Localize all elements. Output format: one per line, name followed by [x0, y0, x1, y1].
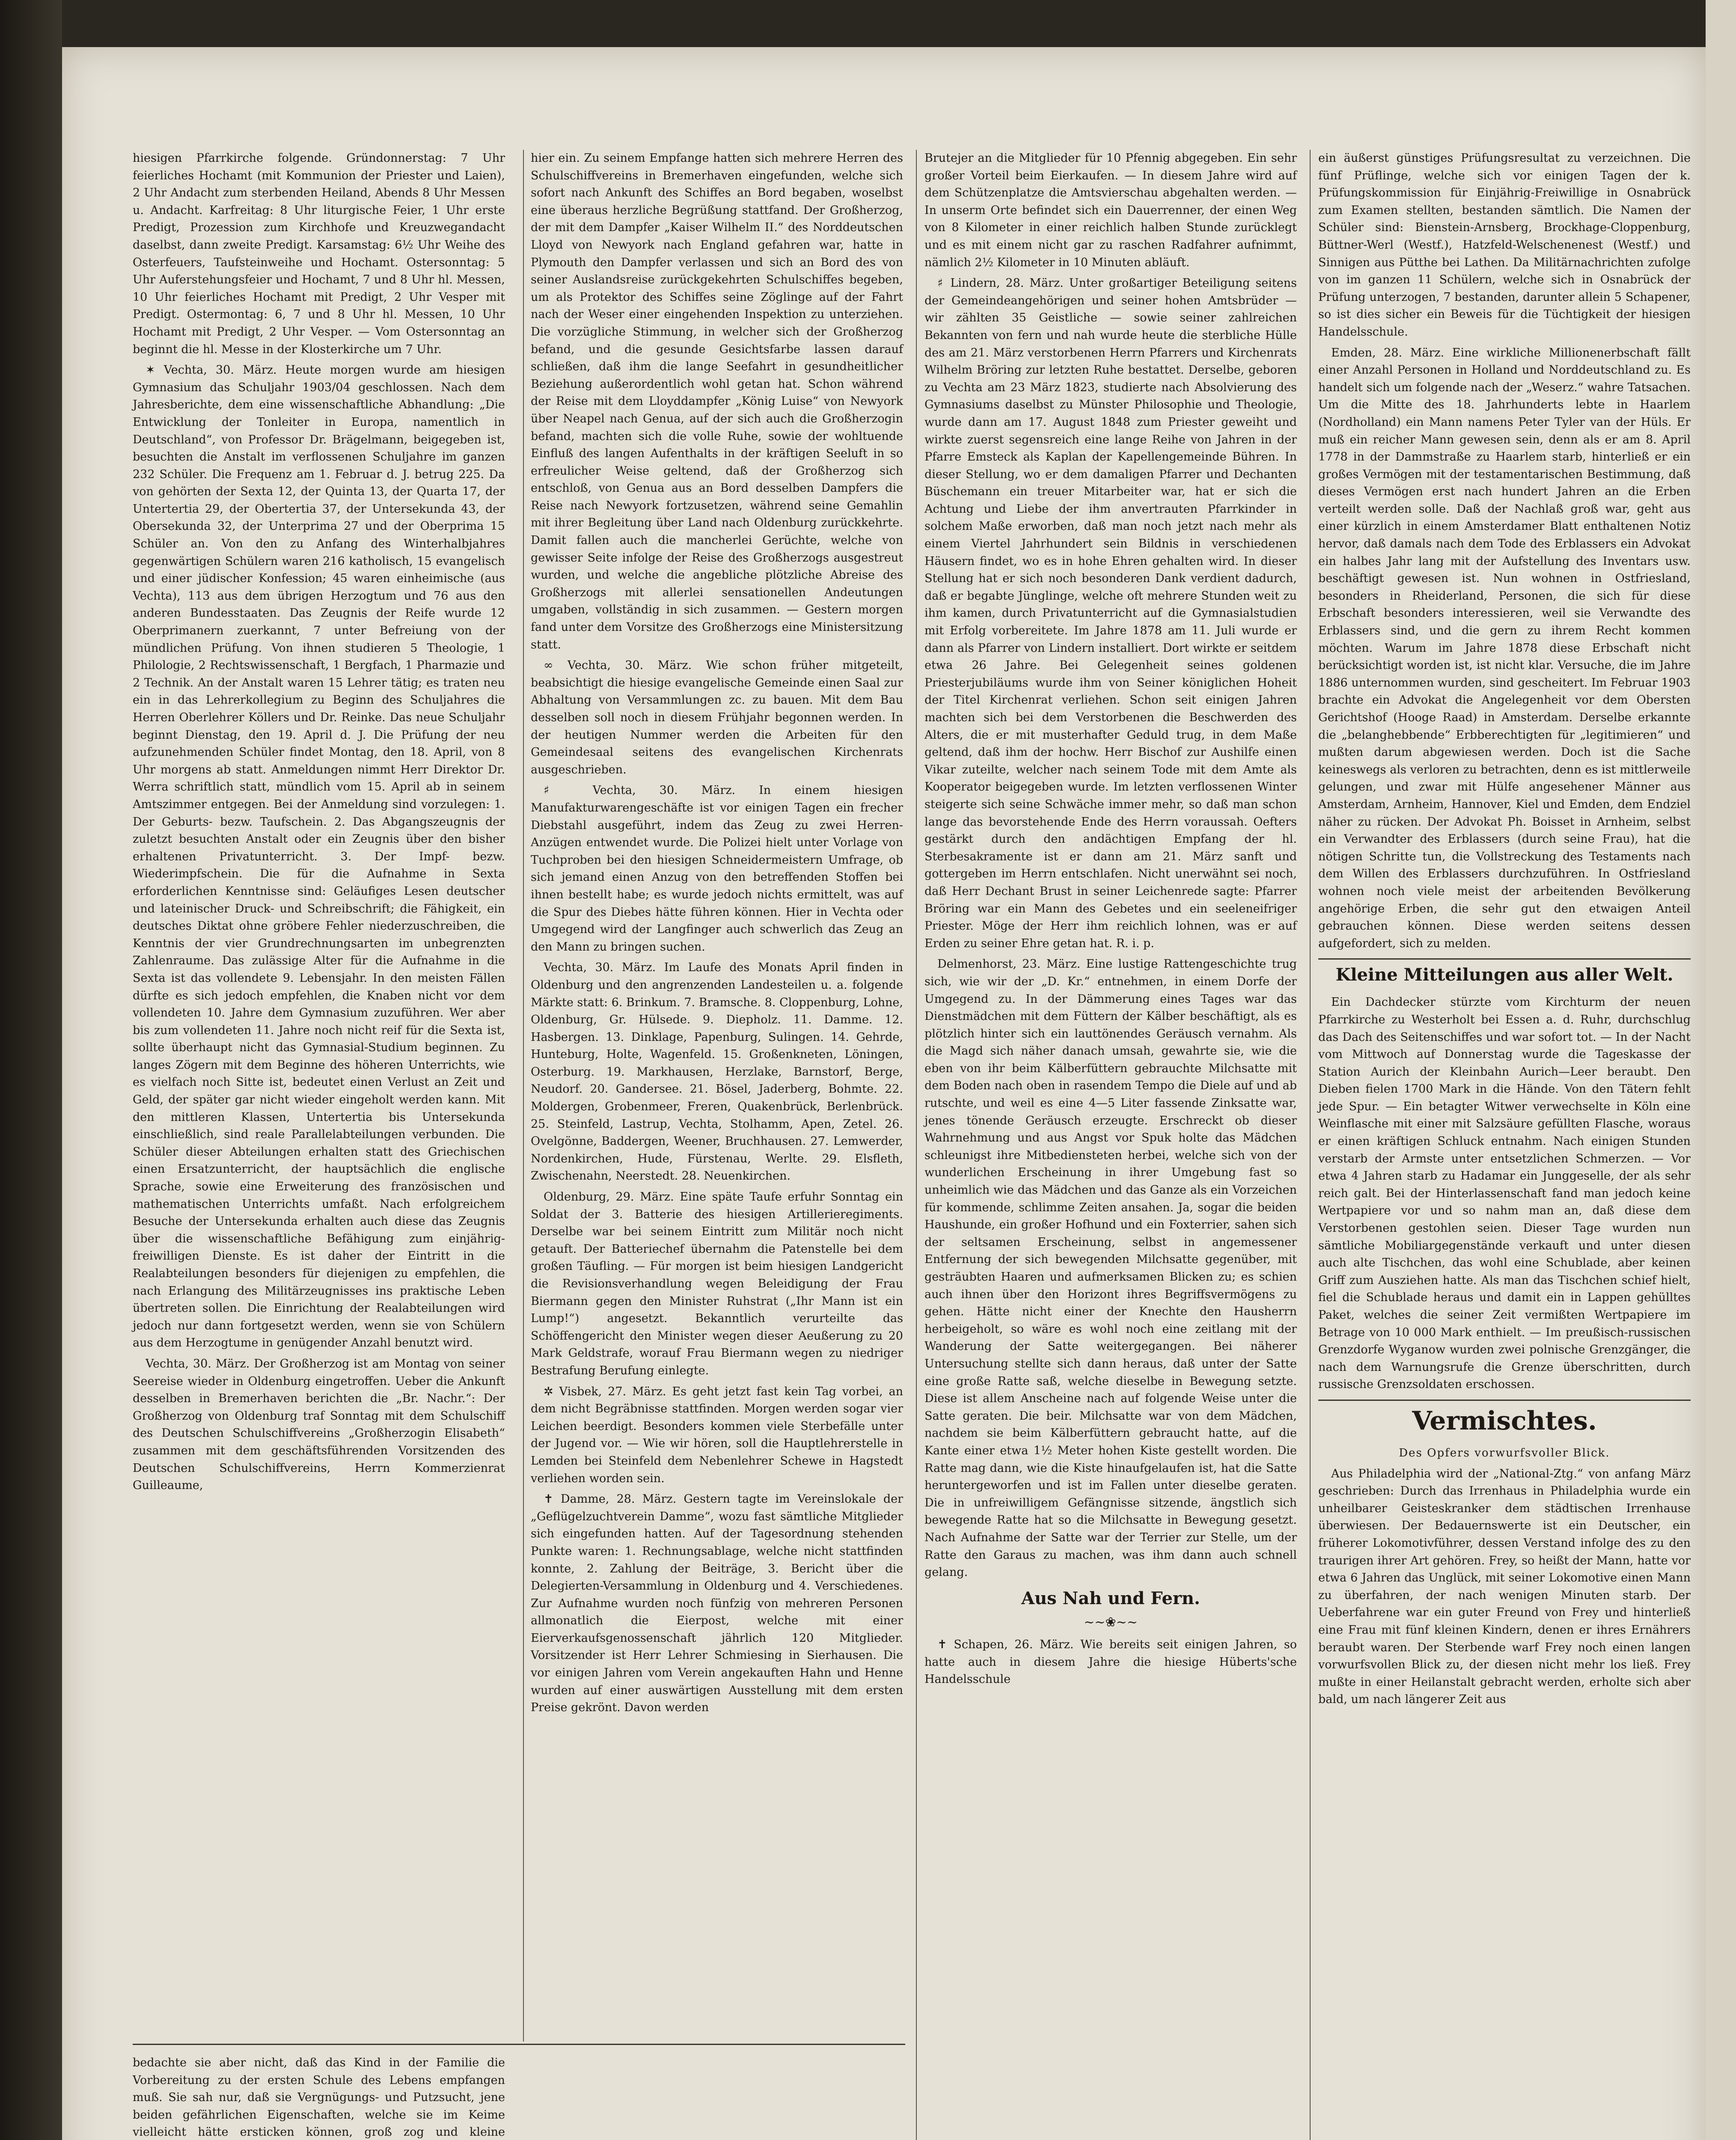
- article-vechta-markets: Vechta, 30. März. Im Laufe des Monats April finden in Oldenburg und den angrenzenden Landesteilen u. a. folgende Märkte statt: 6. Brinkum. 7. Bramsche. 8. Cloppenburg, Lohne, Oldenburg, Gr. Hülsede. 9. Diepholz. 11. Damme. 12. Hasbergen. 13. Dinklage, Papenburg, Sulingen. 14. Gehrde, Hunteburg, Holte, Wagenfeld. 15. Großenkneten, Löningen, Osterburg. 19. Markhausen, Herzlake, Barnstorf, Berge, Neudorf. 20. Gandersee. 21. Bösel, Jaderberg, Bohmte. 22. Moldergen, Grobenmeer, Freren, Quakenbrück, Berlenbrück. 25. Steinfeld, Lastrup, Vechta, Stolhamm, Apen, Zetel. 26. Ovelgönne, Baddergen, Weener, Bruchhausen. 27. Lemwerder, Nordenkirchen, Hude, Fürstenau, Werlte. 29. Elsfleth, Zwischenahn, Neerstedt. 28. Neuenkirchen.: [531, 961, 903, 1183]
- column-rule: [916, 150, 917, 2140]
- column-3: [924, 150, 1297, 1692]
- article-vechta-gymnasium: ✶ Vechta, 30. März. Heute morgen wurde am hiesigen Gymnasium das Schuljahr 1903/04 geschlossen. Nach dem Jahresberichte, dem eine wissenschaftliche Abhandlung: „Die Entwicklung der Tonleiter in Europa, namentlich in Deutschland“, von Professor Dr. Brägelmann, beigegeben ist, besuchten die Anstalt im verflossenen Schuljahre im ganzen 232 Schüler. Die Frequenz am 1. Februar d. J. betrug 225. Da von gehörten der Sexta 12, der Quinta 13, der Quarta 17, der Untertertia 29, der Obertertia 37, der Untersekunda 43, der Obersekunda 32, der Unterprima 27 und der Oberprima 15 Schüler an. Von den zu Anfang des Winterhalbjahres gegenwärtigen Schülern waren 216 katholisch, 15 evangelisch und einer jüdischer Konfession; 45 waren einheimische (aus Vechta), 113 aus dem übrigen Herzogtum und 76 aus den anderen Bundesstaaten. Das Zeugnis der Reife wurde 12 Oberprimanern zuerkannt, 7 unter Befreiung von der mündlichen Prüfung. Von ihnen studieren 5 Theologie, 1 Philologie, 2 Rechtswissenschaft, 1 Bergfach, 1 Pharmazie und 2 Technik. An der Anstalt waren 15 Lehrer tätig; es traten neu ein in das Lehrerkollegium zu Beginn des Schuljahres die Herren Oberlehrer Köllers und Dr. Reinke. Das neue Schuljahr beginnt Dienstag, den 19. April d. J. Die Prüfung der neu aufzunehmenden Schüler findet Montag, den 18. April, von 8 Uhr morgens ab statt. Anmeldungen nimmt Herr Direktor Dr. Werra schriftlich statt, mündlich vom 15. April ab in seinem Amtszimmer entgegen. Bei der Anmeldung sind vorzulegen: 1. Der Geburts- bezw. Taufschein. 2. Das Abgangszeugnis der zuletzt besuchten Anstalt oder ein Zeugnis über den bisher erhaltenen Privatunterricht. 3. Der Impf- bezw. Wiederimpfschein. Die für die Aufnahme in Sexta erforderlichen Kenntnisse sind: Geläufiges Lesen deutscher und lateinischer Druck- und Schreibschrift; die Fähigkeit, ein deutsches Diktat ohne gröbere Fehler niederzuschreiben, die Kenntnis der vier Grundrechnungsarten im unbegrenzten Zahlenraume. Das zulässige Alter für die Aufnahme in die Sexta ist das vollendete 9. Lebensjahr. In den meisten Fällen dürfte es sich jedoch empfehlen, die Knaben nicht vor dem vollendeten 10. Jahre dem Gymnasium zuzuführen. Wer aber bis zum vollendeten 11. Jahre noch nicht reif für die Sexta ist, sollte überhaupt nicht das Gymnasial-Studium beginnen. Zu langes Zögern mit dem Beginne des höheren Unterrichts, wie es vielfach noch Sitte ist, bedeutet einen Verlust an Zeit und Geld, der später gar nicht wieder eingeholt werden kann. Mit den mittleren Klassen, Untertertia bis Untersekunda einschließlich, sind reale Parallelabteilungen verbunden. Die Schüler dieser Abteilungen erhalten statt des Griechischen einen Ersatzunterricht, der hauptsächlich die englische Sprache, sowie eine Erweiterung des französischen und mathematischen Unterrichts umfaßt. Nach erfolgreichem Besuche der Untersekunda erhalten auch diese das Zeugnis über die wissenschaftliche Befähigung zum einjährig-freiwilligen Dienste. Es ist daher der Eintritt in die Realabteilungen besonders für diejenigen zu empfehlen, die nach Erlangung des Militärzeugnisses ins praktische Leben übertreten sollen. Die Einrichtung der Realabteilungen wird jedoch nur dann fortgesetzt werden, wenn sie von Schülern aus dem Herzogtume in genügender Anzahl benutzt wird.: [133, 363, 505, 1350]
- article-oldenburg-baptism: Oldenburg, 29. März. Eine späte Taufe erfuhr Sonntag ein Soldat der 3. Batterie des hiesigen Artillerieregiments. Derselbe war bei seinem Eintritt zum Militär noch nicht getauft. Der Batteriechef übernahm die Patenstelle bei dem großen Täufling. — Für morgen ist beim hiesigen Landgericht die Revisionsverhandlung wegen Beleidigung der Frau Biermann gegen den Minister Ruhstrat („Ihr Mann ist ein Lump!“) angesetzt. Bekanntlich verurteilte das Schöffengericht den Minister wegen dieser Aeußerung zu 20 Mark Geldstrafe, worauf Frau Biermann wegen zu niedriger Bestrafung Berufung einlegte.: [531, 1190, 903, 1377]
- article-vechta-theft: ♯ Vechta, 30. März. In einem hiesigen Manufakturwarengeschäfte ist vor einigen Tagen ein frecher Diebstahl ausgeführt, indem das Zeug zu zwei Herren-Anzügen entwendet wurde. Die Polizei hielt unter Vorlage von Tuchproben bei den hiesigen Schneidermeistern Umfrage, ob sich jemand einen Anzug von den betreffenden Stoffen bei ihnen bestellt habe; es wurde jedoch nichts ermittelt, was auf die Spur des Diebes hätte führen können. Hier in Vechta oder Umgegend wird der Langfinger auch schwerlich das Zeug an den Mann zu bringen suchen.: [531, 784, 903, 954]
- article-vechta-grand-duke: Vechta, 30. März. Der Großherzog ist am Montag von seiner Seereise wieder in Oldenburg eingetroffen. Ueber die Ankunft desselben in Bremerhaven berichten die „Br. Nachr.“: Der Großherzog von Oldenburg traf Sonntag mit dem Schulschiff des Deutschen Schulschiffvereins „Großherzogin Elisabeth“ zusammen mit dem geschäftsführenden Vorsitzenden des Deutschen Schulschiffvereins, Herrn Kommerzienrat Guilleaume,: [133, 1357, 505, 1492]
- article-visbek: ✲ Visbek, 27. März. Es geht jetzt fast kein Tag vorbei, an dem nicht Begräbnisse stattfinden. Morgen werden sogar vier Leichen beerdigt. Besonders kommen viele Sterbefälle unter der Jugend vor. — Wie wir hören, soll die Hauptlehrerstelle in Lemden bei Steinfeld dem Nebenlehrer Schewe in Hagstedt verliehen worden sein.: [531, 1385, 903, 1485]
- ornament-divider: ~~❀~~: [1084, 1614, 1138, 1630]
- article-schapen: ✝ Schapen, 26. März. Wie bereits seit einigen Jahren, so hatte auch in diesem Jahre die hiesige Hüberts'sche Handelsschule: [924, 1638, 1297, 1686]
- feuilleton-column: [133, 2054, 505, 2140]
- column-rule: [523, 150, 524, 2042]
- column-4: [1318, 150, 1691, 1712]
- article-subheading: Des Opfers vorwurfsvoller Blick.: [1399, 1446, 1610, 1459]
- column-2: [531, 150, 903, 1720]
- article-damme-continued: Brutejer an die Mitglieder für 10 Pfennig abgegeben. Ein sehr großer Vorteil beim Eierkaufen. — In diesem Jahre wird auf dem Schützenplatze die Amtsvierschau abgehalten werden. — In unserm Orte befindet sich ein Dauerrenner, der einen Weg von 8 Kilometer in einer reichlich halben Stunde zurücklegt und es mit einem nicht gar zu raschen Radfahrer aufnimmt, nämlich 2½ Kilometer in 10 Minuten abläuft.: [924, 152, 1297, 269]
- column-1: [133, 150, 505, 1498]
- section-heading-vermischtes: Vermischtes.: [1318, 1400, 1691, 1437]
- article-delmenhorst-rat: Delmenhorst, 23. März. Eine lustige Rattengeschichte trug sich, wie wir der „D. Kr.“ entnehmen, in einem Dorfe der Umgegend zu. In der Dämmerung eines Tages war das Dienstmädchen mit dem Füttern der Kälber beschäftigt, als es plötzlich hinter sich ein lauttönendes Geräusch vernahm. Als die Magd sich näher danach umsah, gewahrte sie, wie die eben von ihr beim Kälberfüttern gebrauchte Milchsatte mit dem Boden nach oben in rasendem Tempo die Diele auf und ab rutschte, und weil es eine 4—5 Liter fassende Zinksatte war, jenes tönende Geräusch erzeugte. Erschreckt ob dieser Wahrnehmung und aus Angst vor Spuk holte das Mädchen schleunigst ihre Mitbediensteten herbei, welche sich von der wunderlichen Erscheinung in ihrer Umgebung fast so unheimlich wie das Mädchen und das Ganze als ein Vorzeichen für kommende, schlimme Zeiten ansahen. Ja, sogar die beiden Haushunde, ein großer Hofhund und ein Foxterrier, sahen sich der seltsamen Erscheinung, selbst in angemessener Entfernung der sich bewegenden Milchsatte gegenüber, mit gesträubten Haaren und aufmerksamen Blicken zu; es schien auch ihnen über den Horizont ihres Begriffsvermögens zu gehen. Hätte nicht einer der Knechte den Hausherrn herbeigeholt, so wäre es wohl noch eine zeitlang mit der Wanderung der Satte weitergegangen. Bei näherer Untersuchung stellte sich dann heraus, daß unter der Satte eine große Ratte saß, welche dieselbe in Bewegung setzte. Diese ist allem Anscheine nach auf folgende Weise unter die Satte geraten. Die beir. Milchsatte war von dem Mädchen, nachdem sie beim Kälberfüttern gebraucht hatte, auf die Kante einer etwa 1½ Meter hohen Kiste gestellt worden. Die Ratte mag dann, wie die Kiste hinaufgelaufen ist, hat die Satte heruntergeworfen und ist im Fallen unter dieselbe geraten. Die in unfreiwilligem Gefängnisse sitzende, ängstlich sich bewegende Ratte hat so die Milchsatte in Bewegung gesetzt. Nach Aufnahme der Satte war der Terrier zur Stelle, um der Ratte den Garaus zu machen, was ihm dann auch schnell gelang.: [924, 957, 1297, 1579]
- article-damme-poultry: ✝ Damme, 28. März. Gestern tagte im Vereinslokale der „Geflügelzuchtverein Damme“, wozu fast sämtliche Mitglieder sich eingefunden hatten. Auf der Tagesordnung stehenden Punkte waren: 1. Rechnungsablage, welche nicht stattfinden konnte, 2. Zahlung der Beiträge, 3. Bericht über die Delegierten-Versammlung in Oldenburg und 4. Verschiedenes. Zur Aufnahme wurden noch fünfzig von mehreren Personen allmonatlich die Eierpost, welche mit einer Eierverkaufsgenossenschaft jährlich 120 Mitglieder. Vorsitzender ist Herr Lehrer Schmiesing in Sierhausen. Die vor einigen Jahren vom Verein angekauften Hahn und Henne wurden auf einer auswärtigen Ausstellung mit dem ersten Preise gekrönt. Davon werden: [531, 1492, 903, 1715]
- article-schapen-continued: ein äußerst günstiges Prüfungsresultat zu verzeichnen. Die fünf Prüflinge, welche sich vor einigen Tagen der k. Prüfungskommission für Einjährig-Freiwillige in Osnabrück zum Examen stellten, bestanden sämtlich. Die Namen der Schüler sind: Bienstein-Arnsberg, Brockhage-Cloppenburg, Büttner-Werl (Westf.), Hatzfeld-Welschenenest (Westf.) und Sinnigen aus Pütthe bei Lathen. Da Militärnachrichten zufolge von im ganzen 11 Schülern, welche sich in Osnabrück der Prüfung unterzogen, 7 bestanden, darunter allein 5 Schapener, so ist dies sicher ein Beweis für die Tüchtigkeit der hiesigen Handelsschule.: [1318, 152, 1691, 339]
- section-heading-aus-nah-und-fern: Aus Nah und Fern.: [1021, 1588, 1200, 1608]
- feuilleton-rule: [133, 2044, 905, 2045]
- article-philadelphia: Aus Philadelphia wird der „National-Ztg.“ von anfang März geschrieben: Durch das Irrenhaus in Philadelphia wurde ein unheilbarer Geisteskranker dem städtischen Irrenhause überwiesen. Der Bedauernswerte ist ein Deutscher, ein früherer Lokomotivführer, dessen Verstand infolge des zu den traurigen ihrer Art gehören. Frey, so heißt der Mann, hatte vor etwa 6 Jahren das Unglück, mit seiner Lokomotive einen Mann zu überfahren, der nach wenigen Minuten starb. Der Ueberfahrene war ein guter Freund von Frey und hinterließ eine Frau mit fünf kleinen Kindern, denen er ihres Ernährers beraubt waren. Der Sterbende warf Frey noch einen langen vorwurfsvollen Blick zu, der diesen nicht mehr los ließ. Frey mußte in einer Heilanstalt gebracht werden, erholte sich aber bald, um nach längerer Zeit aus: [1318, 1467, 1691, 1706]
- article-emden-inheritance: Emden, 28. März. Eine wirkliche Millionenerbschaft fällt einer Anzahl Personen in Holland und Norddeutschland zu. Es handelt sich um folgende nach der „Weserz.“ wahre Tatsachen. Um die Mitte des 18. Jahrhunderts lebte in Haarlem (Nordholland) ein Mann namens Peter Tyler van der Hüls. Er muß ein reicher Mann gewesen sein, denn als er am 8. April 1778 in der Dammstraße zu Haarlem starb, hinterließ er ein großes Vermögen mit der testamentarischen Bestimmung, daß dieses Vermögen erst nach hundert Jahren an die Erben verteilt werden solle. Daß der Nachlaß groß war, geht aus einer kürzlich in einem Amsterdamer Blatt enthaltenen Notiz hervor, daß damals nach dem Tode des Erblassers ein Advokat ein halbes Jahr lang mit der Aufstellung des Inventars usw. beschäftigt gewesen ist. Nun wohnen in Ostfriesland, besonders in Rheiderland, Personen, die sich für diese Erbschaft besonders interessieren, weil sie Verwandte des Erblassers sind, und die gern zu ihrem Recht kommen möchten. Warum im Jahre 1878 diese Erbschaft nicht berücksichtigt worden ist, ist nicht klar. Versuche, die im Jahre 1886 unternommen wurden, sind gescheitert. Im Februar 1903 brachte ein Advokat die Angelegenheit vor dem Obersten Gerichtshof (Hooge Raad) in Amsterdam. Derselbe erkannte die „belanghebbende“ Erbberechtigten für „legitimieren“ und mußten darum abgewiesen werden. Doch ist die Sache keineswegs als verloren zu betrachten, denn es ist mittlerweile gelungen, und zwar mit Hülfe angesehener Männer aus Amsterdam, Arnheim, Hannover, Kiel und Emden, dem Endziel näher zu rücken. Der Advokat Ph. Boisset in Arnheim, selbst ein Verwandter des Erblassers (durch seine Frau), hat die nötigen Schritte tun, die Vollstreckung des Testaments nach dem Willen des Erblassers durchzuführen. In Ostfriesland wohnen noch viele meist der arbeitenden Bevölkerung angehörige Erben, die sehr gut den etwaigen Anteil gebrauchen können. Diese werden seitens dessen aufgefordert, sich zu melden.: [1318, 346, 1691, 950]
- article-lindern-funeral: ♯ Lindern, 28. März. Unter großartiger Beteiligung seitens der Gemeindeangehörigen und seiner hohen Amtsbrüder — wir zählten 35 Geistliche — sowie seiner zahlreichen Bekannten von fern und nah wurde heute die sterbliche Hülle des am 21. März verstorbenen Herrn Pfarrers und Kirchenrats Wilhelm Bröring zur letzten Ruhe bestattet. Derselbe, geboren zu Vechta am 23 März 1823, studierte nach Absolvierung des Gymnasiums daselbst zu Münster Philosophie und Theologie, wurde dann am 17. August 1848 zum Priester geweiht und wirkte zuerst segensreich eine lange Reihe von Jahren in der Pfarre Emsteck als Kaplan der Kapellengemeinde Bühren. In dieser Stellung, wo er dem damaligen Pfarrer und Dechanten Büschemann ein treuer Mitarbeiter war, hat er sich die Achtung und Liebe der ihm anvertrauten Pfarrkinder in solchem Maße erworben, daß man noch jetzt nach mehr als einem Viertel Jahrhundert sein Bildnis in verschiedenen Häusern findet, wo es in hohe Ehren gehalten wird. In dieser Stellung hat er sich noch besonderen Dank verdient dadurch, daß er begabte Jünglinge, welche oft mehrere Stunden weit zu ihm kamen, durch Privatunterricht auf die Gymnasialstudien mit Erfolg vorbereitete. Im Jahre 1878 am 11. Juli wurde er dann als Pfarrer von Lindern installiert. Dort wirkte er seitdem etwa 26 Jahre. Bei Gelegenheit seines goldenen Priesterjubiläums wurde ihm von Seiner königlichen Hoheit der Titel Kirchenrat verliehen. Schon seit einigen Jahren machten sich bei dem Verstorbenen die Beschwerden des Alters, die er mit musterhafter Geduld trug, in dem Maße geltend, daß ihm der hochw. Herr Bischof zur Aushilfe einen Vikar zuteilte, welcher nach seinem Tode mit dem Amte als Kooperator beigegeben wurde. Im letzten verflossenen Winter steigerte sich seine Schwäche immer mehr, so daß man schon lange das bevorstehende Ende des Herrn voraussah. Oefters gestärkt durch den andächtigen Empfang der hl. Sterbesakramente ist er dann am 21. März sanft und gottergeben im Herrn entschlafen. Nicht unerwähnt sei noch, daß Herr Dechant Brust in seiner Leichenrede sagte: Pfarrer Bröring war ein Mann des Gebetes und ein seeleneifriger Priester. Möge der Herr ihm reichlich lohnen, was er auf Erden zu seiner Ehre getan hat. R. i. p.: [924, 276, 1297, 950]
- newspaper-page: [62, 47, 1706, 2140]
- scan-left-margin: [0, 0, 62, 2140]
- article-vechta-gemeindesaal: ∞ Vechta, 30. März. Wie schon früher mitgeteilt, beabsichtigt die hiesige evangelische Gemeinde einen Saal zur Abhaltung von Versammlungen zc. zu bauen. Mit dem Bau desselben soll noch in diesem Frühjahr begonnen werden. In der heutigen Nummer werden die Arbeiten für den Gemeindesaal seitens des evangelischen Kirchenrats ausgeschrieben.: [531, 659, 903, 776]
- column-rule: [1310, 150, 1311, 2140]
- article-grand-duke-continued: hier ein. Zu seinem Empfange hatten sich mehrere Herren des Schulschiffvereins in Bremerhaven eingefunden, welche sich sofort nach Ankunft des Schiffes an Bord begaben, woselbst eine überaus herzliche Begrüßung stattfand. Der Großherzog, der mit dem Dampfer „Kaiser Wilhelm II.“ des Norddeutschen Lloyd von Newyork nach England gefahren war, hatte in Plymouth den Dampfer verlassen und sich an Bord des von seiner Auslandsreise zurückgekehrten Schulschiffes begeben, um als Protektor des Schiffes seine Zöglinge auf der Fahrt nach der Weser einer eingehenden Inspektion zu unterziehen. Die vorzügliche Stimmung, in welcher sich der Großherzog befand, und die gesunde Gesichtsfarbe lassen darauf schließen, daß ihm die lange Seefahrt in gesundheitlicher Beziehung außerordentlich wohl getan hat. Schon während der Reise mit dem Lloyddampfer „König Luise“ von Newyork über Neapel nach Genua, auf der sich auch die Großherzogin befand, machten sich die volle Ruhe, sowie der wohltuende Einfluß des langen Aufenthalts in der kräftigen Seeluft in so erfreulicher Weise geltend, daß der Großherzog sich entschloß, von Genua aus an Bord desselben Dampfers die Reise nach Newyork fortzusetzen, während seine Gemahlin mit ihrer Begleitung über Land nach Oldenburg zurückkehrte. Damit fallen auch die mancherlei Gerüchte, welche von gewisser Seite infolge der Reise des Großherzogs ausgestreut wurden, und welche die angebliche plötzliche Abreise des Großherzogs mit allerlei sensationellen Andeutungen umgaben, vollständig in sich zusammen. — Gestern morgen fand unter dem Vorsitze des Großherzogs eine Ministersitzung statt.: [531, 152, 903, 651]
- scan-right-margin: [1706, 0, 1736, 2140]
- article-easter-services: hiesigen Pfarrkirche folgende. Gründonnerstag: 7 Uhr feierliches Hochamt (mit Kommunion der Priester und Laien), 2 Uhr Andacht zum sterbenden Heiland, Abends 8 Uhr Messen u. Andacht. Karfreitag: 8 Uhr liturgische Feier, 1 Uhr erste Predigt, Prozession zum Kirchhofe und Kreuzwegandacht daselbst, dann zweite Predigt. Karsamstag: 6½ Uhr Weihe des Osterfeuers, Taufsteinweihe und Hochamt. Ostersonntag: 5 Uhr Auferstehungsfeier und Hochamt, 7 und 8 Uhr hl. Messen, 10 Uhr feierliches Hochamt mit Predigt, 2 Uhr Vesper mit Predigt. Ostermontag: 6, 7 und 8 Uhr hl. Messen, 10 Uhr Hochamt mit Predigt, 2 Uhr Vesper. — Vom Ostersonntag an beginnt die hl. Messe in der Klosterkirche um 7 Uhr.: [133, 152, 505, 356]
- feuilleton-text: bedachte sie aber nicht, daß das Kind in der Familie die Vorbereitung zu der ersten Schule des Lebens empfangen muß. Sie sah nur, daß sie Vergnügungs- und Putzsucht, jene beiden gefährlichen Eigenschaften, welche sie im Keime vielleicht hätte ersticken können, groß zog und kleine: [133, 2056, 505, 2139]
- article-kleine-mitteilungen: Ein Dachdecker stürzte vom Kirchturm der neuen Pfarrkirche zu Westerholt bei Essen a. d. Ruhr, durchschlug das Dach des Seitenschiffes und war sofort tot. — In der Nacht vom Mittwoch auf Donnerstag wurde die Tageskasse der Station Aurich der Kleinbahn Aurich—Leer beraubt. Den Dieben fielen 1700 Mark in die Hände. Von den Tätern fehlt jede Spur. — Ein betagter Witwer verwechselte in Köln eine Weinflasche mit einer mit Salzsäure gefüllten Flasche, woraus er einen kräftigen Schluck entnahm. Nach einigen Stunden verstarb der Armste unter entsetzlichen Schmerzen. — Vor etwa 4 Jahren starb zu Hadamar ein Junggeselle, der als sehr reich galt. Bei der Hinterlassenschaft fand man jedoch keine Wertpapiere vor und so nahm man an, daß diese dem Verstorbenen gestohlen seien. Dieser Tage wurden nun sämtliche Mobiliargegenstände verkauft und unter diesen auch alte Tischchen, das wohl eine Schublade, aber keinen Griff zum Ausziehen hatte. Als man das Tischchen schief hielt, fiel die Schublade heraus und damit ein in Lappen gehülltes Paket, welches die seiner Zeit vermißten Wertpapiere im Betrage von 10 000 Mark enthielt. — Im preußisch-russischen Grenzdorfe Wyganow wurden zwei polnische Grenzgänger, die nach dem Warnungsrufe die Grenze überschritten, durch russische Grenzsoldaten erschossen.: [1318, 996, 1691, 1391]
- section-heading-kleine-mitteilungen: Kleine Mitteilungen aus aller Welt.: [1318, 958, 1691, 986]
